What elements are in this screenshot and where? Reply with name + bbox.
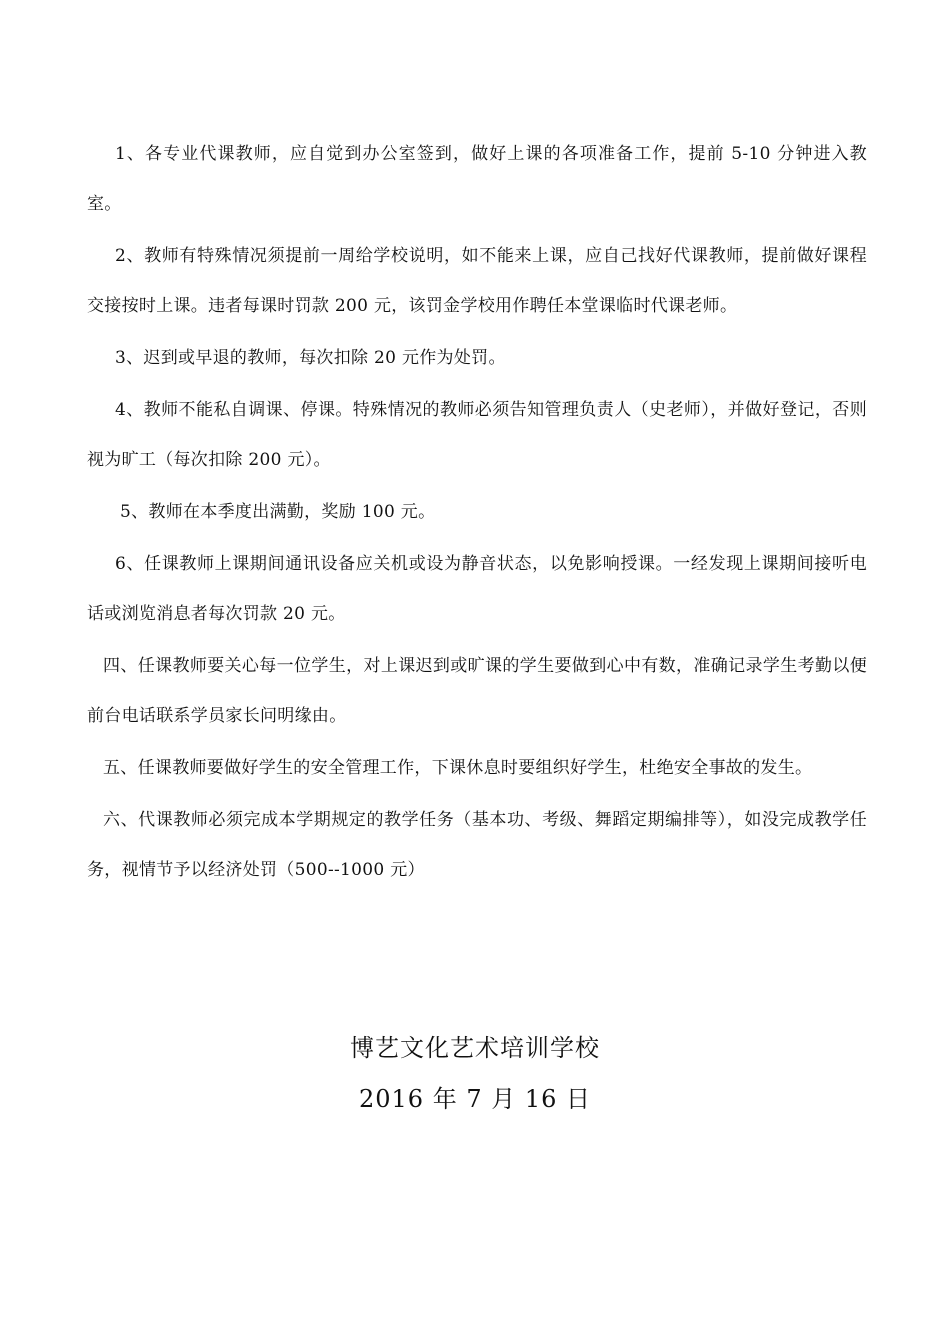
rule-paragraph: 4、教师不能私自调课、停课。特殊情况的教师必须告知管理负责人（史老师），并做好登记，否则视为旷工（每次扣除 200 元）。 — [87, 400, 867, 470]
rule-paragraph: 6、任课教师上课期间通讯设备应关机或设为静音状态，以免影响授课。一经发现上课期间接听电话或浏览消息者每次罚款 20 元。 — [87, 554, 867, 624]
rule-paragraph: 5、教师在本季度出满勤，奖励 100 元。 — [120, 502, 436, 522]
rule-paragraph: 3、迟到或早退的教师，每次扣除 20 元作为处罚。 — [115, 348, 506, 368]
rule-paragraph: 2、教师有特殊情况须提前一周给学校说明，如不能来上课，应自己找好代课教师，提前做好课程交接按时上课。违者每课时罚款 200 元，该罚金学校用作聘任本堂课临时代课老师。 — [87, 246, 867, 316]
school-name: 博艺文化艺术培训学校 — [350, 1034, 600, 1062]
document-date: 2016 年 7 月 16 日 — [358, 1085, 592, 1113]
rules-list — [87, 129, 867, 897]
rule-paragraph: 五、任课教师要做好学生的安全管理工作，下课休息时要组织好学生，杜绝安全事故的发生。 — [103, 758, 813, 778]
rule-paragraph: 1、各专业代课教师，应自觉到办公室签到，做好上课的各项准备工作，提前 5-10 分钟进入教室。 — [87, 144, 867, 214]
rule-paragraph: 六、代课教师必须完成本学期规定的教学任务（基本功、考级、舞蹈定期编排等），如没完成教学任务，视情节予以经济处罚（500--1000 元） — [87, 810, 867, 880]
rule-paragraph: 四、任课教师要关心每一位学生，对上课迟到或旷课的学生要做到心中有数，准确记录学生考勤以便前台电话联系学员家长问明缘由。 — [87, 656, 867, 726]
